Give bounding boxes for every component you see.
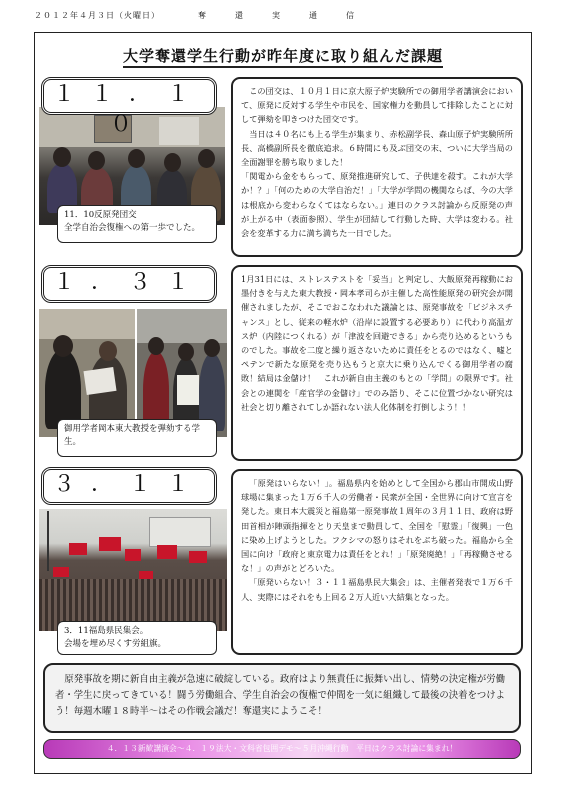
newsletter-name-char: 実 (272, 11, 281, 20)
newsletter-name-char: 還 (235, 11, 244, 20)
caption-311 (57, 621, 217, 655)
photo-protest-professor (39, 309, 135, 437)
caption-line: 11．10反原発団交 (64, 210, 137, 220)
closing-message-box (43, 663, 521, 733)
section-date-1110: １１．１０ (41, 77, 217, 115)
caption-line: 3．11福島県民集会。 (64, 626, 149, 636)
event-banner (43, 739, 521, 759)
article-131 (231, 265, 523, 461)
article-paragraph: 「関電から金をもらって、原発推進研究して、子供達を殺す。これが大学か！？」「何のための大学自治だ！」「大学が学問の機関ならば、今の大学は根底から変わらなくてはならない。」連日のクラス討論から反原発の声が上がる中（表面参照）、学生が団結して行動した時、大学は変わる。社会を変革する力に満ち満ちた一日でした。 (241, 171, 513, 239)
page-title: 大学奪還学生行動が昨年度に取り組んだ課題 (35, 45, 531, 66)
photo-fukushima-rally (39, 509, 227, 631)
issue-date: ２０１２年４月３日（火曜日） (34, 11, 160, 20)
page-header (34, 10, 534, 24)
article-paragraph: 「原発はいらない！」。福島県内を始めとして全国から郡山市開成山野球場に集まった１万６千人の労働者・民衆が全国・全世界に向けて宣言を発した。東日本大震災と福島第一原発事故１周年の３月１１日、政府は野田首相が陣頭指揮をとり天皇まで動員して、全国を「慰霊」「復興」一色に染め上げようとした。フクシマの怒りはそれをぶち破った。福島から全国に向け「政府と東京電力は責任をとれ！」「原発廃絶！」「再稼働させるな！」の声がとどろいた。 (241, 478, 513, 574)
newsletter-name (198, 10, 383, 21)
newsletter-name-char: 奪 (198, 11, 207, 20)
section-date-131: １．３１ (41, 265, 217, 303)
section-date-311: ３．１１ (41, 467, 217, 505)
caption-line: 会場を埋め尽くす労組旗。 (64, 639, 167, 649)
newsletter-name-char: 通 (309, 11, 318, 20)
article-paragraph: 「原発いらない！３・１１福島県民大集会」は、主催者発表で１万６千人、実際にはそれをも上回る２万人近い大結集となった。 (241, 577, 513, 602)
article-311 (231, 469, 523, 655)
caption-1110 (57, 205, 217, 243)
caption-131 (57, 419, 217, 457)
closing-message: 原発事故を期に新自由主義が急速に破綻している。政府はより無責任に振舞い出し、情勢の決定権が労働者・学生に戻ってきている！闘う労働組合、学生自治会の復権で仲間を一気に組織して最後の決着をつけよう！毎週木曜１８時半～はその作戦会議だ！奪還実にようこそ！ (55, 674, 506, 717)
newsletter-name-char: 信 (346, 11, 355, 20)
caption-line: 全学自治会復権への第一歩でした。 (64, 223, 201, 233)
article-paragraph: この団交は、１０月１日に京大原子炉実験所での御用学者講演会において、原発に反対する学生や市民を、国家権力を動員して排除したことに対して弾劾を叩きつけた団交です。 (241, 86, 513, 125)
page-frame (34, 32, 532, 774)
photo-protest-banners (137, 309, 227, 437)
article-paragraph: 1月31日には、ストレステストを「妥当」と判定し、大飯原発再稼動にお墨付きを与えた東大教授・岡本孝司らが主催した高性能原発の研究会が開催されましたが、そこでおこなわれた議論とは、原発事故を「ビジネスチャンス」とし、従来の軽水炉（沿岸に設置する必要あり）に代わり高温ガス炉（内陸につくれる）が「津波を回避できる」から売り込めるというものでした。事故を二度と繰り返さないために責任をとるのではなく、嘘とペテンで新たな原発を売り込もうと京大に乗り込んでくる御用学者の腐敗！結局は金儲け！ これが新自由主義のもとの「学問」の限界です。社会との連関を「産官学の金儲け」でのみ語り、そこに位置づかない研究は社会と切り離されてしか語れない法人化体制を打倒しよう！！ (241, 274, 513, 412)
event-banner-text: ４．１３新歓講演会～４．１９法大・文科省包囲デモ～５月沖縄行動 平日はクラス討論に集まれ！ (106, 744, 458, 753)
article-paragraph: 当日は４０名にも上る学生が集まり、赤松副学長、森山原子炉実験所所長、高橋副所長を徹底追求。６時間にも及ぶ団交の末、ついに大学当局の全面謝罪を勝ち取りました！ (241, 128, 513, 168)
article-1110 (231, 77, 523, 257)
caption-line: 御用学者岡本東大教授を弾劾する学生。 (64, 424, 201, 447)
